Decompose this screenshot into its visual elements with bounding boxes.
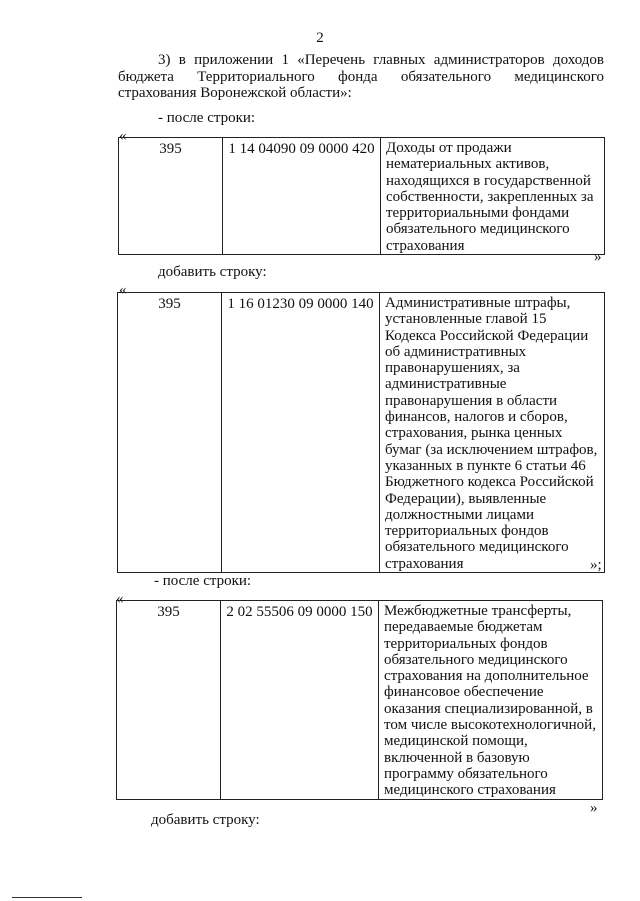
- admin-code-cell: 395: [117, 601, 221, 800]
- page-edge-rule: [12, 897, 82, 898]
- description-cell: Административные штрафы, установленные главой 15 Кодекса Российской Федерации об административных правонарушениях, за административные правонарушения в области финансов, налогов и сборов, страхования, рынка ценных бумаг (за исключением штрафов, указанных в пункте 6 статьи 46 Бюджетного кодекса Российской Федерации), выявленные должностными лицами территориальных фондов обязательного медицинского страхования: [380, 293, 605, 573]
- page-number: 2: [316, 30, 324, 46]
- description-cell: Доходы от продажи нематериальных активов, находящихся в государственной собственности, закрепленных за территориальными фондами обязательного медицинского страхования: [381, 138, 605, 255]
- row-table-1: [118, 137, 605, 255]
- table-row: [119, 138, 605, 255]
- kbk-cell: 1 14 04090 09 0000 420: [223, 138, 381, 255]
- description-cell: Межбюджетные трансферты, передаваемые бюджетам территориальных фондов обязательного медицинского страхования на дополнительное финансовое обеспечение оказания специализированной, в том числе высокотехнологичной, медицинской помощи, включенной в базовую программу обязательного медицинского страхования: [379, 601, 603, 800]
- table-row: [117, 601, 603, 800]
- intro-paragraph: [118, 52, 604, 102]
- after-row-label-2: - после строки:: [154, 573, 252, 589]
- open-quote-1: «: [119, 128, 127, 144]
- close-quote-3: »: [590, 800, 598, 816]
- after-row-label-1: - после строки:: [158, 110, 256, 126]
- admin-code-cell: 395: [119, 138, 223, 255]
- kbk-cell: 1 16 01230 09 0000 140: [222, 293, 380, 573]
- open-quote-2: «: [119, 282, 127, 298]
- close-quote-1: »: [594, 249, 602, 265]
- kbk-cell: 2 02 55506 09 0000 150: [221, 601, 379, 800]
- close-quote-2: »;: [590, 557, 602, 573]
- intro-text: 3) в приложении 1 «Перечень главных администраторов доходов бюджета Территориального фонда обязательного медицинского страхования Воронежской области»:: [118, 52, 604, 101]
- add-row-label-1: добавить строку:: [158, 264, 267, 280]
- row-table-3: [116, 600, 603, 800]
- row-table-2: [117, 292, 605, 573]
- admin-code-cell: 395: [118, 293, 222, 573]
- open-quote-3: «: [116, 591, 124, 607]
- table-row: [118, 293, 605, 573]
- add-row-label-2: добавить строку:: [151, 812, 260, 828]
